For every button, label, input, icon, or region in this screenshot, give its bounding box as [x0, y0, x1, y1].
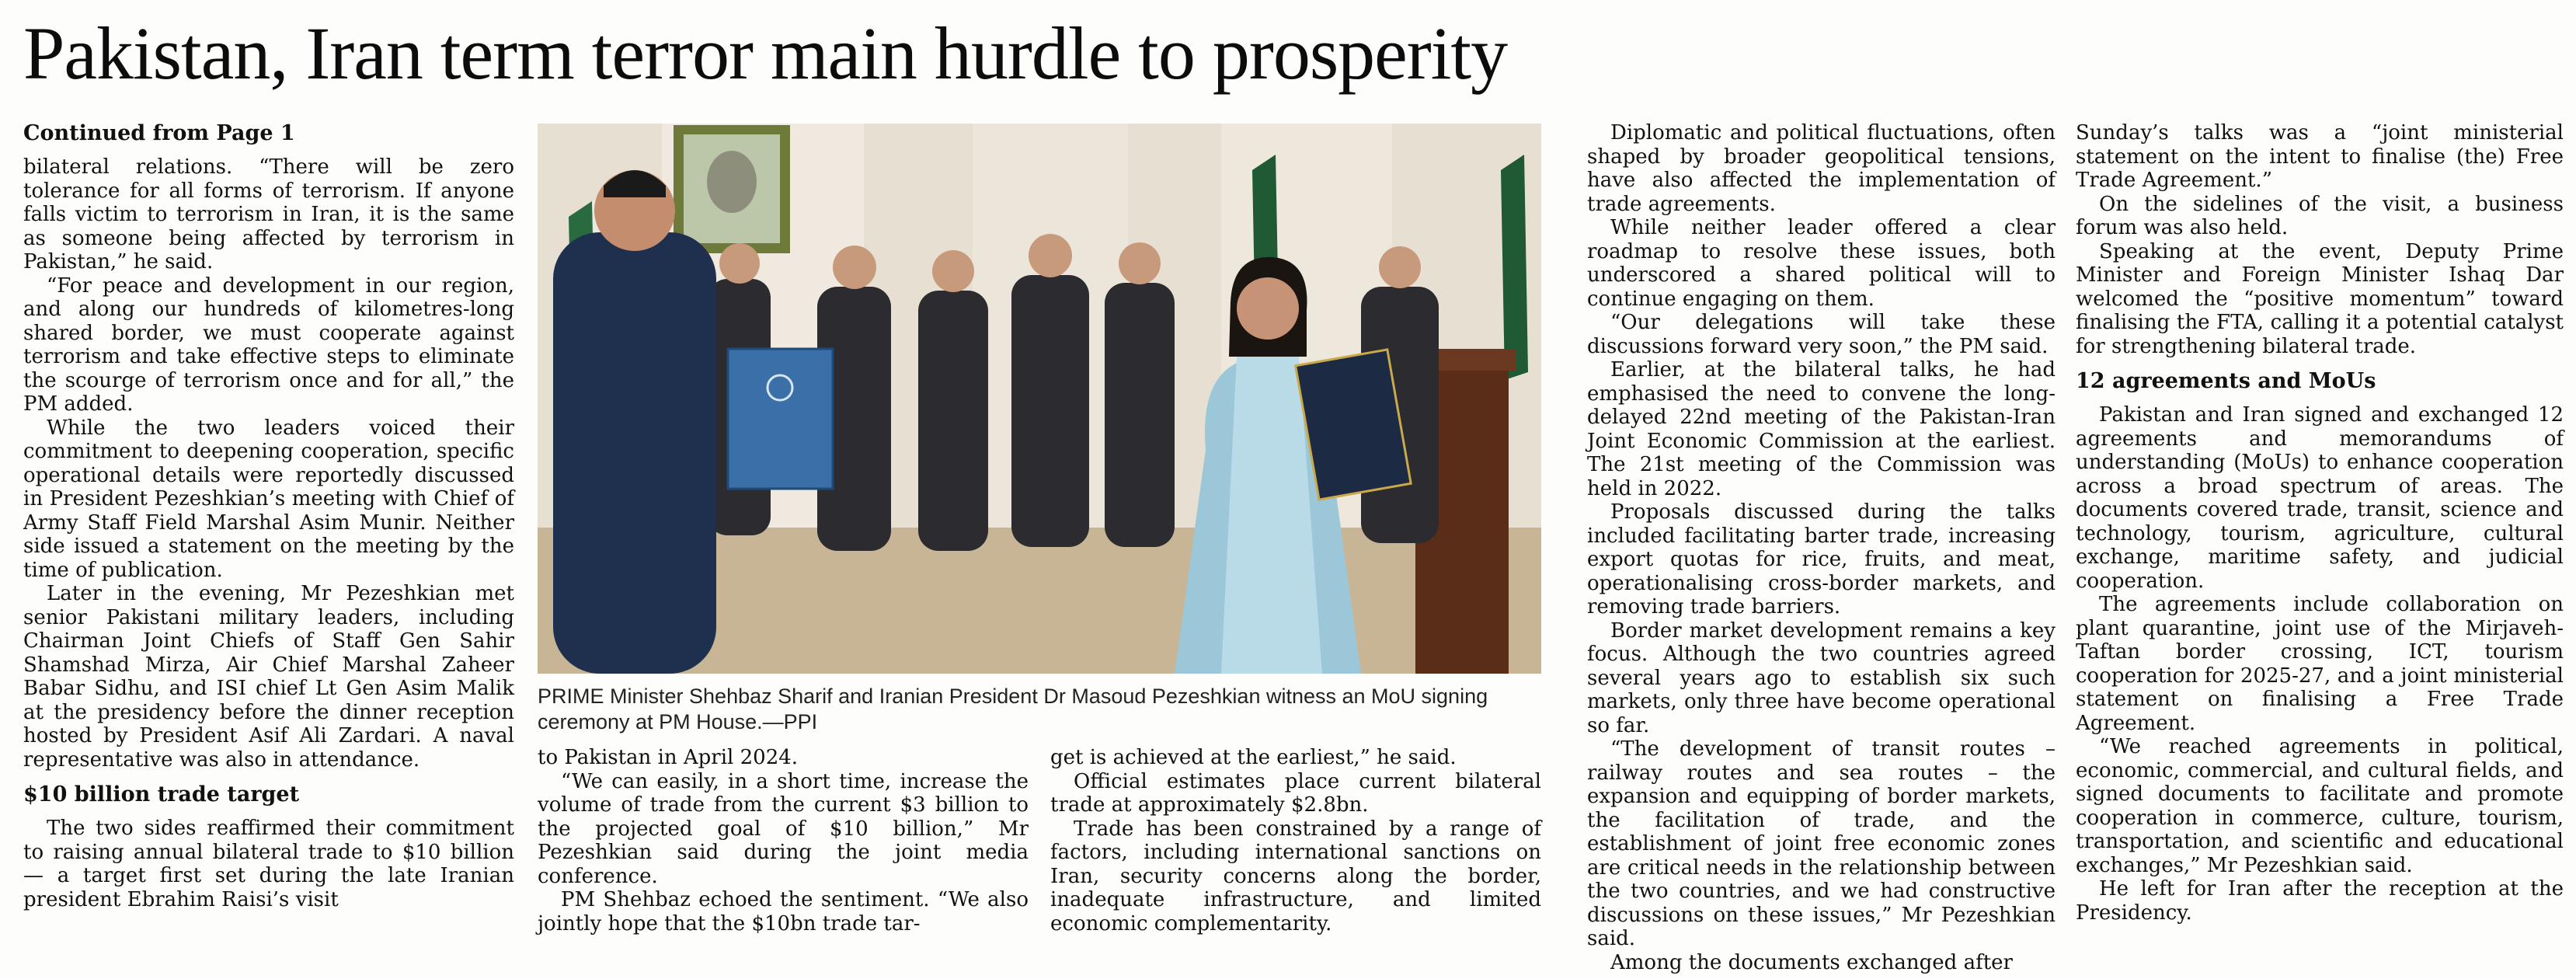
paragraph: Official estimates place current bilateral trade at approximately $2.8bn. — [1050, 769, 1541, 817]
continued-label: Continued from Page 1 — [23, 121, 295, 145]
column-2 — [538, 746, 1029, 935]
paragraph: The agreements include collaboration on plant quarantine, joint use of the Mirjaveh-Taftan border crossing, ICT, tourism cooperation for 2025-27, and a joint ministerial statement on finalising a Free Trade Agreement. — [2076, 593, 2564, 735]
paragraph: “The development of transit routes – railway routes and sea routes – the expansion and equipping of border markets, the facilitation of trade, and the establishment of joint free economic zones are critical needs in the relationship between the two countries, and we had constructive discussions on these issues,” Mr Pezeshkian said. — [1587, 737, 2056, 950]
paragraph: Border market development remains a key focus. Although the two countries agreed several years ago to establish six such markets, only three have become operational so far. — [1587, 618, 2056, 737]
paragraph: “We reached agreements in political, economic, commercial, and cultural fields, and signed documents to facilitate and promote cooperation in commerce, culture, tourism, transportation, and scientific and educational exchanges,” Mr Pezeshkian said. — [2076, 735, 2564, 877]
news-photo — [538, 124, 1541, 674]
paragraph: Among the documents exchanged after — [1610, 950, 2013, 974]
paragraph: bilateral relations. “There will be zero tolerance for all forms of terrorism. If anyone falls victim to terrorism in Iran, it is the same as someone being affected by terrorism in Pakistan,” he said. — [23, 155, 514, 273]
paragraph: On the sidelines of the visit, a business forum was also held. — [2076, 192, 2564, 239]
paragraph: to Pakistan in April 2024. — [538, 746, 799, 769]
paragraph: The two sides reaffirmed their commitment to raising annual bilateral trade to $10 billion — a target first set during the late Iranian president Ebrahim Raisi’s visit — [23, 817, 514, 911]
paragraph: Sunday’s talks was a “joint ministerial statement on the intent to finalise (the) Free Trade Agreement.” — [2076, 121, 2564, 192]
paragraph: While neither leader offered a clear roadmap to resolve these issues, both underscored a shared political will to continue engaging on them. — [1587, 216, 2056, 311]
paragraph: Trade has been constrained by a range of factors, including international sanctions on Iran, security concerns along the border, inadequate infrastructure, and limited economic complementarity. — [1050, 817, 1541, 935]
paragraph: Later in the evening, Mr Pezeshkian met senior Pakistani military leaders, including Chairman Joint Chiefs of Staff Gen Sahir Shamshad Mirza, Air Chief Marshal Zaheer Babar Sidhu, and ISI chief Lt Gen Asim Malik at the presidency before the dinner reception hosted by President Asif Ali Zardari. A naval representative was also in attendance. — [23, 582, 514, 772]
ceremony-illustration — [538, 124, 1541, 674]
column-5 — [2076, 121, 2564, 925]
photo-caption: PRIME Minister Shehbaz Sharif and Iranian President Dr Masoud Pezeshkian witness an MoU signing ceremony at PM House.—PPI — [538, 685, 1488, 733]
paragraph: Pakistan and Iran signed and exchanged 12 agreements and memorandums of understanding (MoUs) to enhance cooperation across a broad spectrum of areas. The documents covered trade, transit, science and technology, tourism, agriculture, cultural exchange, maritime safety, and judicial cooperation. — [2076, 403, 2564, 593]
subheading: $10 billion trade target — [23, 782, 300, 807]
paragraph: get is achieved at the earliest,” he said. — [1050, 746, 1457, 769]
paragraph: “Our delegations will take these discussions forward very soon,” the PM said. — [1587, 311, 2056, 358]
paragraph: “For peace and development in our region, and along our hundreds of kilometres-long shared border, we must cooperate against terrorism and take effective steps to eliminate the scourge of terrorism once and for all,” the PM added. — [23, 273, 514, 416]
paragraph: “We can easily, in a short time, increase the volume of trade from the current $3 billion to the projected goal of $10 billion,” Mr Pezeshkian said during the joint media conference. — [538, 769, 1029, 888]
paragraph: PM Shehbaz echoed the sentiment. “We also jointly hope that the $10bn trade tar- — [538, 888, 1029, 935]
paragraph: Speaking at the event, Deputy Prime Minister and Foreign Minister Ishaq Dar welcomed the “positive momentum” toward finalising the FTA, calling it a potential catalyst for strengthening bilateral trade. — [2076, 239, 2564, 358]
paragraph: He left for Iran after the reception at the Presidency. — [2076, 877, 2564, 925]
paragraph: While the two leaders voiced their commitment to deepening cooperation, specific operational details were reportedly discussed in President Pezeshkian’s meeting with Chief of Army Staff Field Marshal Asim Munir. Neither side issued a statement on the meeting by the time of publication. — [23, 416, 514, 582]
column-3 — [1050, 746, 1541, 935]
headline: Pakistan, Iran term terror main hurdle to prosperity — [23, 12, 1508, 95]
subheading: 12 agreements and MoUs — [2076, 369, 2376, 393]
paragraph: Proposals discussed during the talks included facilitating barter trade, increasing export quotas for rice, fruits, and meat, operationalising cross-border markets, and removing trade barriers. — [1587, 500, 2056, 618]
column-1 — [23, 121, 514, 911]
paragraph: Earlier, at the bilateral talks, he had emphasised the need to convene the long-delayed 22nd meeting of the Pakistan-Iran Joint Economic Commission at the earliest. The 21st meeting of the Commission was held in 2022. — [1587, 358, 2056, 500]
paragraph: Diplomatic and political fluctuations, often shaped by broader geopolitical tensions, have also affected the implementation of trade agreements. — [1587, 121, 2056, 216]
column-4 — [1587, 121, 2056, 974]
